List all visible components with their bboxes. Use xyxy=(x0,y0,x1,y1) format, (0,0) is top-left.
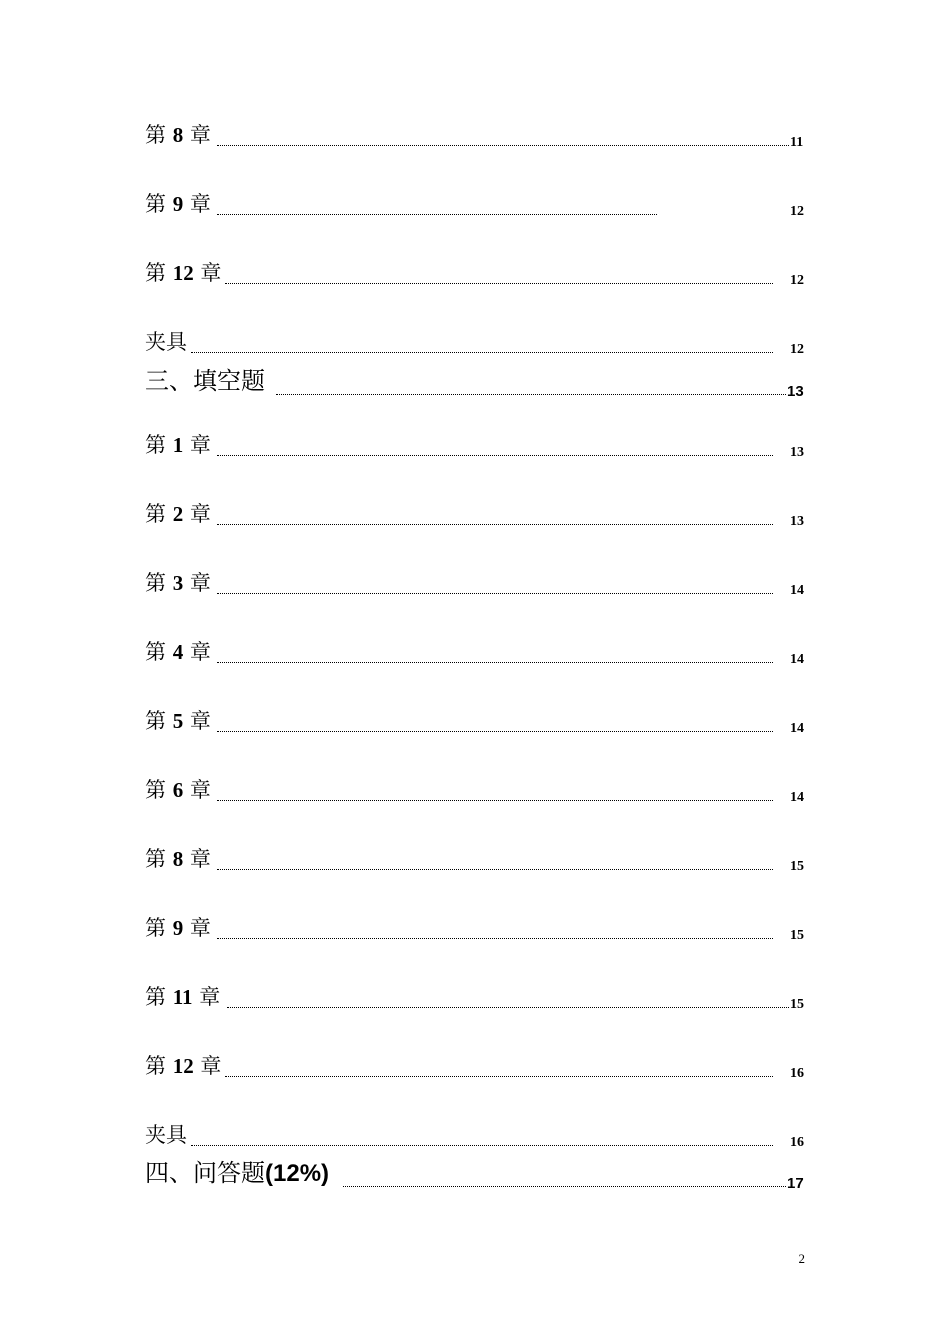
toc-label: 第 11 章 xyxy=(145,985,221,1009)
toc-page-number: 14 xyxy=(790,790,804,805)
toc-label: 夹具 xyxy=(145,1123,187,1147)
toc-leader xyxy=(217,662,773,663)
toc-section-label: 三、填空题 xyxy=(145,367,265,395)
toc-leader xyxy=(217,938,773,939)
toc-label: 第 1 章 xyxy=(145,433,211,457)
toc-leader xyxy=(343,1186,786,1187)
toc-page-number: 12 xyxy=(790,204,804,219)
toc-label: 第 4 章 xyxy=(145,640,211,664)
toc-page-number: 16 xyxy=(790,1066,804,1081)
toc-leader xyxy=(217,869,773,870)
toc-leader xyxy=(225,283,773,284)
toc-page-number: 16 xyxy=(790,1135,804,1150)
toc-label: 第 12 章 xyxy=(145,1054,222,1078)
toc-page-number: 14 xyxy=(790,721,804,736)
toc-page-number: 13 xyxy=(790,445,804,460)
toc-leader xyxy=(191,1145,773,1146)
toc-label: 第 3 章 xyxy=(145,571,211,595)
toc-leader xyxy=(227,1007,789,1008)
toc-label: 第 9 章 xyxy=(145,192,211,216)
toc-label: 第 8 章 xyxy=(145,847,211,871)
toc-leader xyxy=(217,455,773,456)
toc-page-number: 17 xyxy=(787,1175,804,1192)
toc-page-number: 11 xyxy=(790,135,804,150)
toc-page-number: 13 xyxy=(790,514,804,529)
toc-section-label: 四、问答题(12%) xyxy=(145,1159,330,1187)
toc-label: 第 8 章 xyxy=(145,123,211,147)
toc-page-number: 14 xyxy=(790,652,804,667)
toc-label: 第 9 章 xyxy=(145,916,211,940)
toc-label: 第 6 章 xyxy=(145,778,211,802)
toc-label: 第 5 章 xyxy=(145,709,211,733)
toc-leader xyxy=(217,214,657,215)
toc-leader xyxy=(191,352,773,353)
toc-leader xyxy=(217,800,773,801)
toc-page-number: 13 xyxy=(787,383,804,400)
toc-page-number: 15 xyxy=(790,928,804,943)
toc-label: 第 12 章 xyxy=(145,261,222,285)
toc-leader xyxy=(225,1076,773,1077)
toc-leader xyxy=(217,593,773,594)
page-number: 2 xyxy=(798,1251,805,1266)
toc-leader xyxy=(217,524,773,525)
toc-leader xyxy=(217,731,773,732)
toc-page-number: 15 xyxy=(790,997,804,1012)
toc-page-number: 12 xyxy=(790,342,804,357)
toc-page-number: 15 xyxy=(790,859,804,874)
toc-label: 第 2 章 xyxy=(145,502,211,526)
toc-page-number: 14 xyxy=(790,583,804,598)
toc-leader xyxy=(217,145,789,146)
toc-leader xyxy=(276,394,786,395)
toc-page-number: 12 xyxy=(790,273,804,288)
toc-label: 夹具 xyxy=(145,330,187,354)
